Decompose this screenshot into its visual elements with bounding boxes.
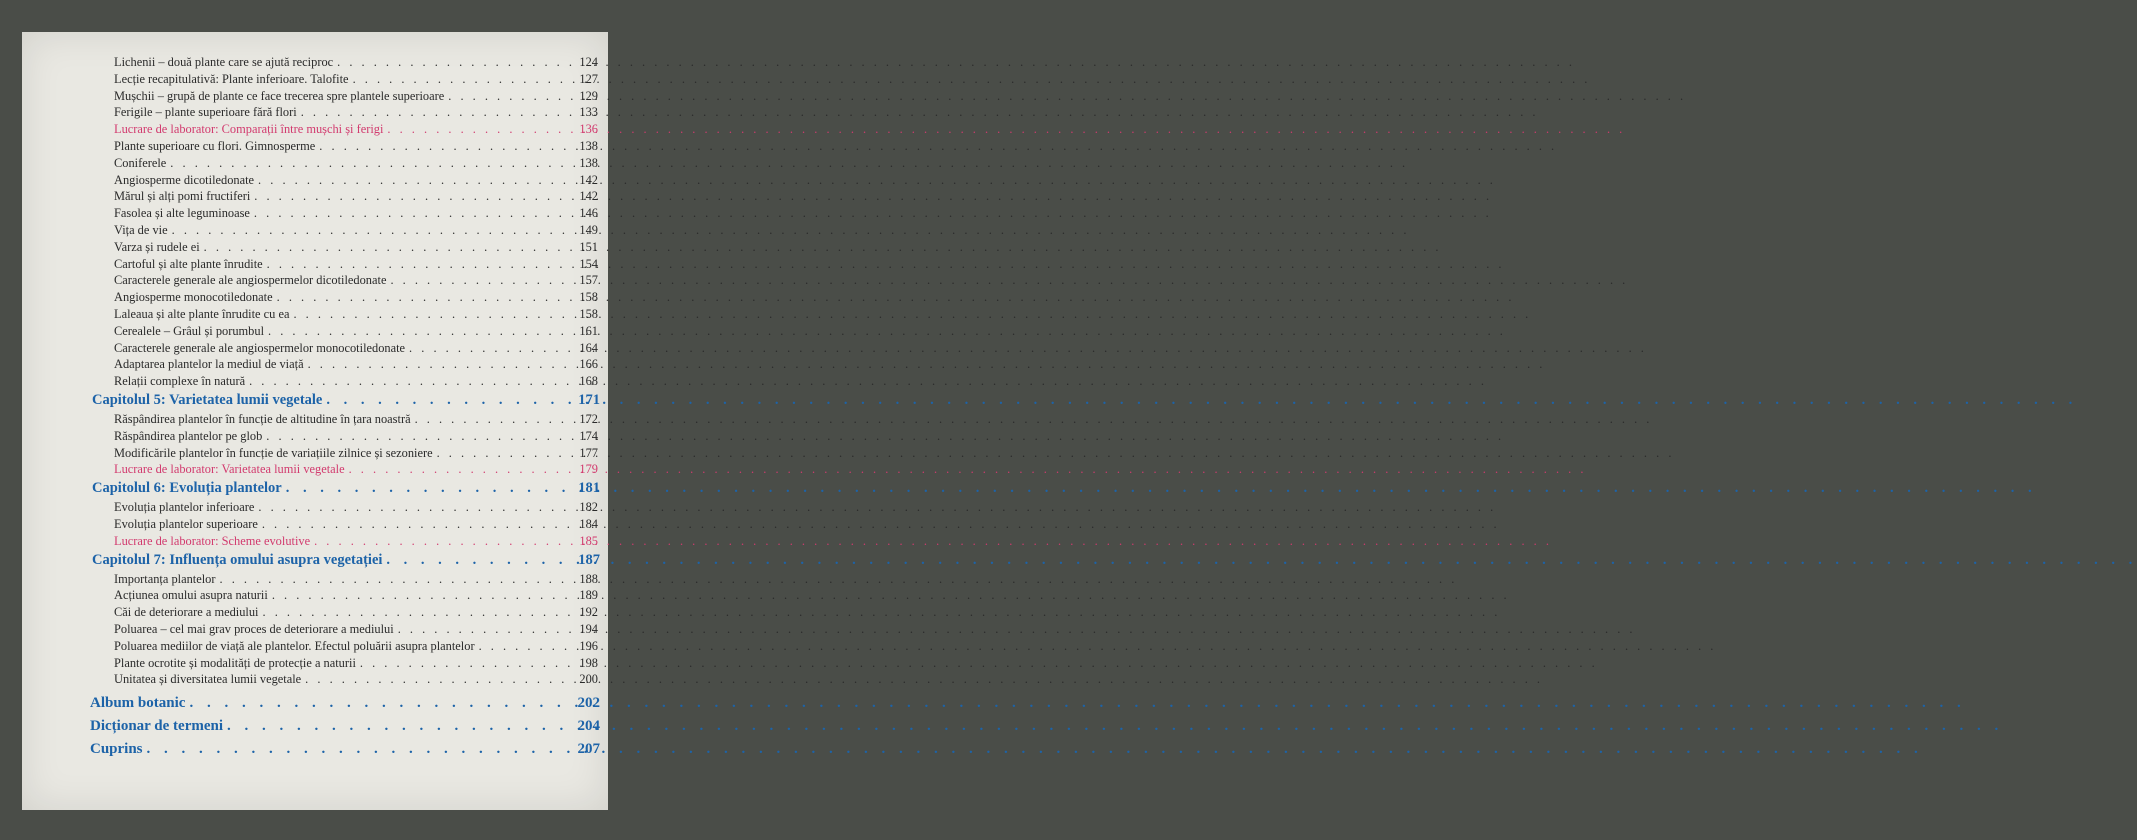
dot-leader bbox=[227, 715, 573, 738]
dot-leader bbox=[147, 738, 574, 761]
toc-entry[interactable] bbox=[22, 356, 608, 373]
chapter-6-heading[interactable] bbox=[22, 478, 608, 499]
toc-entry[interactable] bbox=[22, 88, 608, 105]
dot-leader bbox=[308, 356, 572, 373]
toc-entry-page: 198 bbox=[579, 655, 598, 670]
toc-entry[interactable] bbox=[22, 205, 608, 222]
toc-entry[interactable] bbox=[22, 516, 608, 533]
toc-entry-page: 127 bbox=[579, 71, 598, 86]
toc-entry[interactable] bbox=[22, 155, 608, 172]
toc-entry-title: Evoluția plantelor inferioare bbox=[114, 500, 255, 515]
toc-entry-page: 146 bbox=[579, 206, 598, 221]
toc-entry[interactable] bbox=[22, 655, 608, 672]
dot-leader bbox=[326, 390, 574, 411]
dot-leader bbox=[263, 604, 573, 621]
toc-entry[interactable] bbox=[22, 638, 608, 655]
dot-leader bbox=[387, 121, 572, 138]
toc-entry-page: 196 bbox=[579, 638, 598, 653]
toc-entry-page: 189 bbox=[579, 588, 598, 603]
toc-entry-title: Vița de vie bbox=[114, 222, 168, 237]
toc-entry[interactable] bbox=[22, 428, 608, 445]
back-matter-page: 207 bbox=[577, 741, 600, 758]
toc-entry-page: 151 bbox=[579, 239, 598, 254]
dot-leader bbox=[272, 587, 572, 604]
toc-entry-title: Coniferele bbox=[114, 155, 167, 170]
toc-entry[interactable] bbox=[22, 188, 608, 205]
dot-leader bbox=[254, 188, 572, 205]
toc-entry-page: 138 bbox=[579, 138, 598, 153]
dot-leader bbox=[349, 461, 572, 478]
toc-entry-title: Importanța plantelor bbox=[114, 571, 216, 586]
dot-leader bbox=[266, 428, 572, 445]
toc-entry[interactable] bbox=[22, 621, 608, 638]
toc-lab-entry[interactable] bbox=[22, 121, 608, 138]
toc-entry[interactable] bbox=[22, 373, 608, 390]
toc-entry-page: 161 bbox=[579, 323, 598, 338]
dot-leader bbox=[268, 323, 572, 340]
chapter-page: 171 bbox=[578, 391, 600, 408]
toc-entry-title: Angiosperme dicotiledonate bbox=[114, 172, 255, 187]
toc-entry-title: Adaptarea plantelor la mediul de viață bbox=[114, 357, 304, 372]
table-of-contents bbox=[22, 54, 608, 761]
toc-entry-title: Evoluția plantelor superioare bbox=[114, 516, 258, 531]
toc-entry[interactable] bbox=[22, 172, 608, 189]
toc-entry-title: Caracterele generale ale angiospermelor dicotiledonate bbox=[114, 273, 387, 288]
dot-leader bbox=[170, 155, 572, 172]
toc-entry-page: 168 bbox=[579, 374, 598, 389]
toc-entry-page: 164 bbox=[579, 340, 598, 355]
chapter-title: Capitolul 7: Influența omului asupra vegetației bbox=[92, 551, 383, 568]
chapter-5-heading[interactable] bbox=[22, 390, 608, 411]
toc-entry-page: 185 bbox=[579, 533, 598, 548]
toc-entry[interactable] bbox=[22, 340, 608, 357]
toc-entry[interactable] bbox=[22, 71, 608, 88]
toc-entry-page: 179 bbox=[579, 462, 598, 477]
dot-leader bbox=[220, 571, 573, 588]
dot-leader bbox=[204, 239, 572, 256]
toc-entry-title: Lecție recapitulativă: Plante inferioare. Talofite bbox=[114, 71, 349, 86]
toc-entry-page: 184 bbox=[579, 516, 598, 531]
dot-leader bbox=[267, 256, 572, 273]
chapter-title: Capitolul 6: Evoluția plantelor bbox=[92, 480, 282, 497]
chapter-title: Capitolul 5: Varietatea lumii vegetale bbox=[92, 391, 323, 408]
toc-entry-title: Fasolea și alte leguminoase bbox=[114, 206, 250, 221]
toc-entry-page: 124 bbox=[579, 55, 598, 69]
toc-entry-title: Lichenii – două plante care se ajută reciproc bbox=[114, 55, 334, 69]
toc-entry-title: Plante ocrotite și modalități de protecție a naturii bbox=[114, 655, 356, 670]
back-matter-title: Cuprins bbox=[90, 741, 143, 758]
dot-leader bbox=[277, 289, 572, 306]
toc-entry[interactable] bbox=[22, 272, 608, 289]
toc-entry-page: 149 bbox=[579, 222, 598, 237]
toc-entry-title: Răspândirea plantelor în funcție de altitudine în țara noastră bbox=[114, 411, 411, 426]
chapter-page: 187 bbox=[578, 551, 600, 568]
toc-entry-title: Caracterele generale ale angiospermelor monocotiledonate bbox=[114, 340, 406, 355]
toc-entry-page: 154 bbox=[579, 256, 598, 271]
toc-entry-title: Ferigile – plante superioare fără flori bbox=[114, 105, 297, 120]
toc-entry-page: 158 bbox=[579, 290, 598, 305]
dot-leader bbox=[479, 638, 572, 655]
toc-entry-title: Unitatea și diversitatea lumii vegetale bbox=[114, 672, 302, 687]
dot-leader bbox=[337, 54, 572, 71]
dot-leader bbox=[386, 550, 574, 571]
toc-entry-page: 182 bbox=[579, 500, 598, 515]
toc-entry[interactable] bbox=[22, 239, 608, 256]
toc-entry-page: 133 bbox=[579, 105, 598, 120]
toc-entry-page: 157 bbox=[579, 273, 598, 288]
dot-leader bbox=[189, 692, 573, 715]
back-matter-title: Album botanic bbox=[90, 695, 186, 712]
toc-entry-title: Cartoful și alte plante înrudite bbox=[114, 256, 263, 271]
toc-entry-page: 174 bbox=[579, 428, 598, 443]
toc-entry-page: 142 bbox=[579, 189, 598, 204]
dot-leader bbox=[258, 499, 572, 516]
book-page bbox=[22, 32, 608, 810]
dot-leader bbox=[415, 411, 572, 428]
toc-entry-page: 192 bbox=[579, 605, 598, 620]
toc-entry-title: Acțiunea omului asupra naturii bbox=[114, 588, 268, 603]
toc-entry-page: 200 bbox=[579, 672, 598, 687]
back-matter-title: Dicționar de termeni bbox=[90, 718, 224, 735]
back-matter-page: 204 bbox=[577, 718, 600, 735]
dot-leader bbox=[353, 71, 572, 88]
dot-leader bbox=[319, 138, 572, 155]
dot-leader bbox=[390, 272, 572, 289]
dot-leader bbox=[258, 172, 572, 189]
back-matter-page: 202 bbox=[577, 695, 600, 712]
toc-lab-entry[interactable] bbox=[22, 533, 608, 550]
toc-entry-page: 188 bbox=[579, 571, 598, 586]
toc-entry-page: 172 bbox=[579, 411, 598, 426]
toc-entry[interactable] bbox=[22, 587, 608, 604]
toc-entry-title: Lucrare de laborator: Scheme evolutive bbox=[114, 533, 311, 548]
toc-entry-page: 194 bbox=[579, 621, 598, 636]
toc-entry[interactable] bbox=[22, 323, 608, 340]
dot-leader bbox=[305, 671, 572, 688]
toc-entry[interactable] bbox=[22, 289, 608, 306]
toc-entry-page: 129 bbox=[579, 88, 598, 103]
dot-leader bbox=[254, 205, 572, 222]
toc-entry[interactable] bbox=[22, 671, 608, 688]
cuprins-heading[interactable] bbox=[22, 738, 608, 761]
dot-leader bbox=[437, 445, 572, 462]
toc-entry[interactable] bbox=[22, 411, 608, 428]
dot-leader bbox=[314, 533, 572, 550]
toc-entry-page: 166 bbox=[579, 357, 598, 372]
dictionar-heading[interactable] bbox=[22, 715, 608, 738]
toc-entry-title: Lucrare de laborator: Varietatea lumii vegetale bbox=[114, 462, 345, 477]
toc-entry-title: Lucrare de laborator: Comparații între mușchi și ferigi bbox=[114, 122, 384, 137]
toc-entry[interactable] bbox=[22, 445, 608, 462]
toc-entry[interactable] bbox=[22, 138, 608, 155]
toc-entry-title: Varza și rudele ei bbox=[114, 239, 200, 254]
dot-leader bbox=[301, 104, 572, 121]
toc-entry-title: Laleaua și alte plante înrudite cu ea bbox=[114, 306, 290, 321]
dot-leader bbox=[286, 478, 574, 499]
toc-entry[interactable] bbox=[22, 499, 608, 516]
dot-leader bbox=[448, 88, 572, 105]
dot-leader bbox=[409, 340, 572, 357]
toc-entry-title: Cerealele – Grâul și porumbul bbox=[114, 323, 265, 338]
toc-entry-title: Poluarea mediilor de viață ale plantelor. Efectul poluării asupra plantelor bbox=[114, 638, 475, 653]
dot-leader bbox=[249, 373, 572, 390]
toc-entry[interactable] bbox=[22, 306, 608, 323]
toc-entry[interactable] bbox=[22, 54, 608, 71]
chapter-7-heading[interactable] bbox=[22, 550, 608, 571]
toc-entry-title: Mușchii – grupă de plante ce face trecerea spre plantele superioare bbox=[114, 88, 445, 103]
toc-entry-title: Poluarea – cel mai grav proces de deteriorare a mediului bbox=[114, 621, 394, 636]
toc-entry-title: Răspândirea plantelor pe glob bbox=[114, 428, 263, 443]
toc-entry-title: Relații complexe în natură bbox=[114, 374, 246, 389]
toc-lab-entry[interactable] bbox=[22, 461, 608, 478]
toc-entry[interactable] bbox=[22, 222, 608, 239]
toc-entry-page: 138 bbox=[579, 155, 598, 170]
toc-entry-page: 142 bbox=[579, 172, 598, 187]
toc-entry[interactable] bbox=[22, 571, 608, 588]
dot-leader bbox=[293, 306, 572, 323]
chapter-page: 181 bbox=[578, 480, 600, 497]
toc-entry-page: 158 bbox=[579, 306, 598, 321]
toc-entry-page: 177 bbox=[579, 445, 598, 460]
toc-entry-title: Plante superioare cu flori. Gimnosperme bbox=[114, 138, 316, 153]
dot-leader bbox=[398, 621, 572, 638]
toc-entry-title: Mărul și alți pomi fructiferi bbox=[114, 189, 251, 204]
toc-entry-title: Căi de deteriorare a mediului bbox=[114, 605, 259, 620]
toc-entry-page: 136 bbox=[579, 122, 598, 137]
dot-leader bbox=[262, 516, 572, 533]
toc-entry[interactable] bbox=[22, 604, 608, 621]
dot-leader bbox=[360, 655, 572, 672]
dot-leader bbox=[172, 222, 572, 239]
toc-entry[interactable] bbox=[22, 256, 608, 273]
album-botanic-heading[interactable] bbox=[22, 692, 608, 715]
toc-entry-title: Angiosperme monocotiledonate bbox=[114, 290, 273, 305]
toc-entry[interactable] bbox=[22, 104, 608, 121]
toc-entry-title: Modificările plantelor în funcție de variațiile zilnice și sezoniere bbox=[114, 445, 433, 460]
